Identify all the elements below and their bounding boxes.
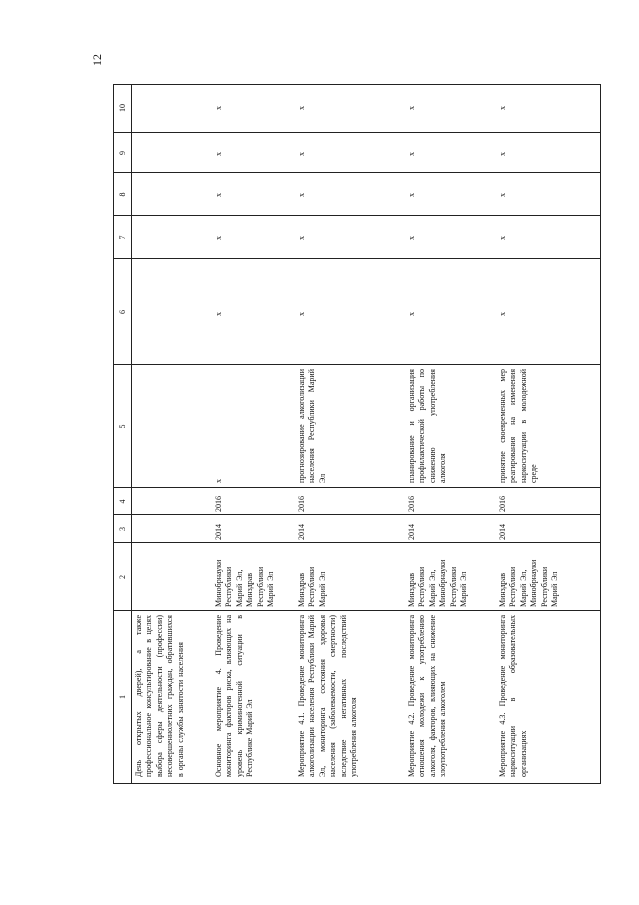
row-1-mark-10: x bbox=[214, 106, 223, 110]
row-3-mark-6: x bbox=[407, 312, 416, 316]
row-4-mark-8: x bbox=[498, 193, 507, 197]
col-divider bbox=[114, 487, 600, 488]
page-number: 12 bbox=[90, 54, 104, 66]
row-0-activity: День открытых дверей), а также профессиональное консультирование в целях выбора сферы деятельности (профессии) несовершеннолетних граждан, обратившихся в органы службы занятости населения bbox=[134, 615, 185, 777]
header-col-3: 3 bbox=[118, 527, 127, 531]
header-col-8: 8 bbox=[118, 192, 127, 197]
header-divider bbox=[131, 85, 132, 783]
row-2-mark-8: x bbox=[297, 193, 306, 197]
row-1-activity: Основное мероприятие 4. Проведение мониторинга факторов риска, влияющих на уровень криминогенной ситуации в Республике Марий Эл bbox=[214, 615, 255, 777]
row-1-mark-6: x bbox=[214, 312, 223, 316]
header-col-4: 4 bbox=[118, 499, 127, 504]
header-col-5: 5 bbox=[118, 424, 127, 429]
row-4-mark-9: x bbox=[498, 152, 507, 156]
row-4-result: принятие своевременных мер реагирования на изменения наркоситуации в молодежной среде bbox=[498, 369, 539, 483]
col-divider bbox=[114, 258, 600, 259]
row-1-mark-8: x bbox=[214, 193, 223, 197]
col-divider bbox=[114, 610, 600, 611]
row-3-executor: Минздрав Республики Марий Эл, Минобрнауки Республики Марий Эл bbox=[407, 559, 469, 607]
row-2-result: прогнозирование алкоголизации населения Республики Марий Эл bbox=[297, 369, 327, 483]
row-3-result: планирование и организация профилактической работы по снижению употребления алкоголя bbox=[407, 369, 448, 483]
col-divider bbox=[114, 514, 600, 515]
row-4-mark-6: x bbox=[498, 312, 507, 316]
row-2-mark-10: x bbox=[297, 106, 306, 110]
row-3-end-year: 2016 bbox=[407, 496, 416, 512]
row-3-activity: Мероприятие 4.2. Проведение мониторинга отношения молодежи к употреблению алкоголя, факторов, влияющих на снижение злоупотребления алкоголем bbox=[407, 615, 448, 777]
row-2-start-year: 2014 bbox=[297, 524, 306, 540]
col-divider bbox=[114, 172, 600, 173]
col-divider bbox=[114, 364, 600, 365]
row-1-mark-7: x bbox=[214, 236, 223, 240]
row-2-mark-7: x bbox=[297, 236, 306, 240]
row-3-mark-8: x bbox=[407, 193, 416, 197]
table bbox=[113, 84, 601, 784]
row-1-start-year: 2014 bbox=[214, 524, 223, 540]
row-4-mark-7: x bbox=[498, 236, 507, 240]
header-col-6: 6 bbox=[118, 310, 127, 314]
col-divider bbox=[114, 132, 600, 133]
row-1-result: x bbox=[214, 479, 223, 483]
row-3-mark-7: x bbox=[407, 236, 416, 240]
col-divider bbox=[114, 215, 600, 216]
col-divider bbox=[114, 542, 600, 543]
row-4-activity: Мероприятие 4.3. Проведение мониторинга наркоситуации в образовательных организациях bbox=[498, 615, 528, 777]
header-col-9: 9 bbox=[118, 151, 127, 155]
row-3-mark-9: x bbox=[407, 152, 416, 156]
row-2-mark-9: x bbox=[297, 152, 306, 156]
row-2-activity: Мероприятие 4.1. Проведение мониторинга алкоголизации населения Республики Марий Эл, мониторинга состояния здоровья населения (заболеваемости, смертности) вследствие негативных последствий употребления алкоголя bbox=[297, 615, 359, 777]
header-col-1: 1 bbox=[118, 695, 127, 699]
header-col-10: 10 bbox=[118, 104, 127, 112]
row-1-end-year: 2016 bbox=[214, 496, 223, 512]
row-4-executor: Минздрав Республики Марий Эл, Минобрнауки Республики Марий Эл bbox=[498, 559, 560, 607]
header-col-7: 7 bbox=[118, 235, 127, 240]
row-4-end-year: 2016 bbox=[498, 496, 507, 512]
header-col-2: 2 bbox=[118, 575, 127, 579]
row-2-mark-6: x bbox=[297, 312, 306, 316]
row-4-mark-10: x bbox=[498, 106, 507, 110]
row-1-mark-9: x bbox=[214, 152, 223, 156]
row-2-executor: Минздрав Республики Марий Эл bbox=[297, 566, 327, 607]
row-4-start-year: 2014 bbox=[498, 524, 507, 540]
row-3-start-year: 2014 bbox=[407, 524, 416, 540]
row-1-executor: Минобрнауки Республики Марий Эл, Минздрав Республики Марий Эл bbox=[214, 559, 276, 607]
row-2-end-year: 2016 bbox=[297, 496, 306, 512]
row-3-mark-10: x bbox=[407, 106, 416, 110]
rotated-table bbox=[113, 84, 601, 784]
